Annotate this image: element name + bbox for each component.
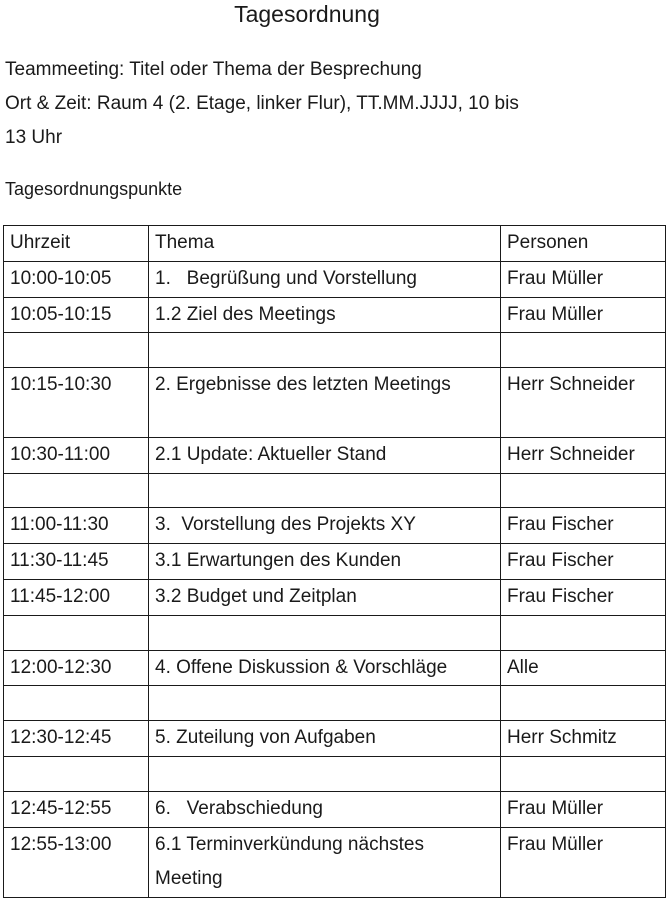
cell-time: 12:00-12:30 — [4, 650, 149, 686]
document-title: Tagesordnung — [234, 1, 380, 27]
cell-topic: 3. Vorstellung des Projekts XY — [149, 508, 501, 544]
cell-topic — [149, 756, 501, 791]
table-row-empty — [4, 686, 666, 721]
cell-topic — [149, 615, 501, 650]
cell-time — [4, 756, 149, 791]
table-row — [4, 437, 666, 473]
cell-persons: Frau Fischer — [501, 579, 666, 615]
cell-topic: 6.1 Terminverkündung nächstes Meeting — [149, 827, 501, 898]
table-row — [4, 791, 666, 827]
cell-time: 10:00-10:05 — [4, 261, 149, 297]
table-row — [4, 544, 666, 580]
table-row — [4, 579, 666, 615]
cell-time: 11:30-11:45 — [4, 544, 149, 580]
cell-persons: Frau Müller — [501, 791, 666, 827]
cell-time — [4, 333, 149, 368]
cell-topic: 6. Verabschiedung — [149, 791, 501, 827]
cell-time: 10:30-11:00 — [4, 437, 149, 473]
header-time: Uhrzeit — [4, 226, 149, 262]
table-row-empty — [4, 756, 666, 791]
cell-persons: Frau Fischer — [501, 508, 666, 544]
cell-time: 12:45-12:55 — [4, 791, 149, 827]
cell-time — [4, 615, 149, 650]
location-time-line-continued: 13 Uhr — [5, 127, 63, 148]
meeting-topic-line: Teammeeting: Titel oder Thema der Besprechung — [5, 59, 422, 80]
cell-topic — [149, 686, 501, 721]
cell-time: 12:55-13:00 — [4, 827, 149, 898]
meeting-info — [5, 53, 645, 155]
cell-persons — [501, 686, 666, 721]
cell-persons — [501, 615, 666, 650]
cell-topic: 3.2 Budget und Zeitplan — [149, 579, 501, 615]
cell-topic: 2.1 Update: Aktueller Stand — [149, 437, 501, 473]
table-row — [4, 261, 666, 297]
table-header-row — [4, 226, 666, 262]
table-row — [4, 508, 666, 544]
cell-time: 10:05-10:15 — [4, 297, 149, 333]
table-row — [4, 368, 666, 438]
cell-persons — [501, 473, 666, 508]
cell-time: 10:15-10:30 — [4, 368, 149, 438]
cell-topic: 3.1 Erwartungen des Kunden — [149, 544, 501, 580]
cell-persons: Frau Müller — [501, 297, 666, 333]
table-row — [4, 827, 666, 898]
cell-time — [4, 686, 149, 721]
cell-persons: Herr Schneider — [501, 437, 666, 473]
cell-topic: 2. Ergebnisse des letzten Meetings — [149, 368, 501, 438]
cell-time: 11:45-12:00 — [4, 579, 149, 615]
section-heading: Tagesordnungspunkte — [5, 179, 183, 199]
agenda-table — [3, 225, 666, 898]
header-persons: Personen — [501, 226, 666, 262]
cell-topic: 1. Begrüßung und Vorstellung — [149, 261, 501, 297]
cell-time: 12:30-12:45 — [4, 721, 149, 757]
cell-topic — [149, 473, 501, 508]
cell-persons — [501, 333, 666, 368]
cell-topic: 4. Offene Diskussion & Vorschläge — [149, 650, 501, 686]
cell-topic — [149, 333, 501, 368]
header-topic: Thema — [149, 226, 501, 262]
cell-topic: 1.2 Ziel des Meetings — [149, 297, 501, 333]
cell-time: 11:00-11:30 — [4, 508, 149, 544]
cell-persons — [501, 756, 666, 791]
table-row — [4, 721, 666, 757]
location-time-line: Ort & Zeit: Raum 4 (2. Etage, linker Flur), TT.MM.JJJJ, 10 bis — [5, 93, 519, 114]
cell-persons: Herr Schneider — [501, 368, 666, 438]
cell-time — [4, 473, 149, 508]
table-row-empty — [4, 333, 666, 368]
cell-persons: Frau Müller — [501, 261, 666, 297]
cell-persons: Herr Schmitz — [501, 721, 666, 757]
cell-persons: Frau Müller — [501, 827, 666, 898]
table-row-empty — [4, 615, 666, 650]
table-row — [4, 650, 666, 686]
table-row-empty — [4, 473, 666, 508]
table-row — [4, 297, 666, 333]
cell-topic: 5. Zuteilung von Aufgaben — [149, 721, 501, 757]
cell-persons: Alle — [501, 650, 666, 686]
cell-persons: Frau Fischer — [501, 544, 666, 580]
